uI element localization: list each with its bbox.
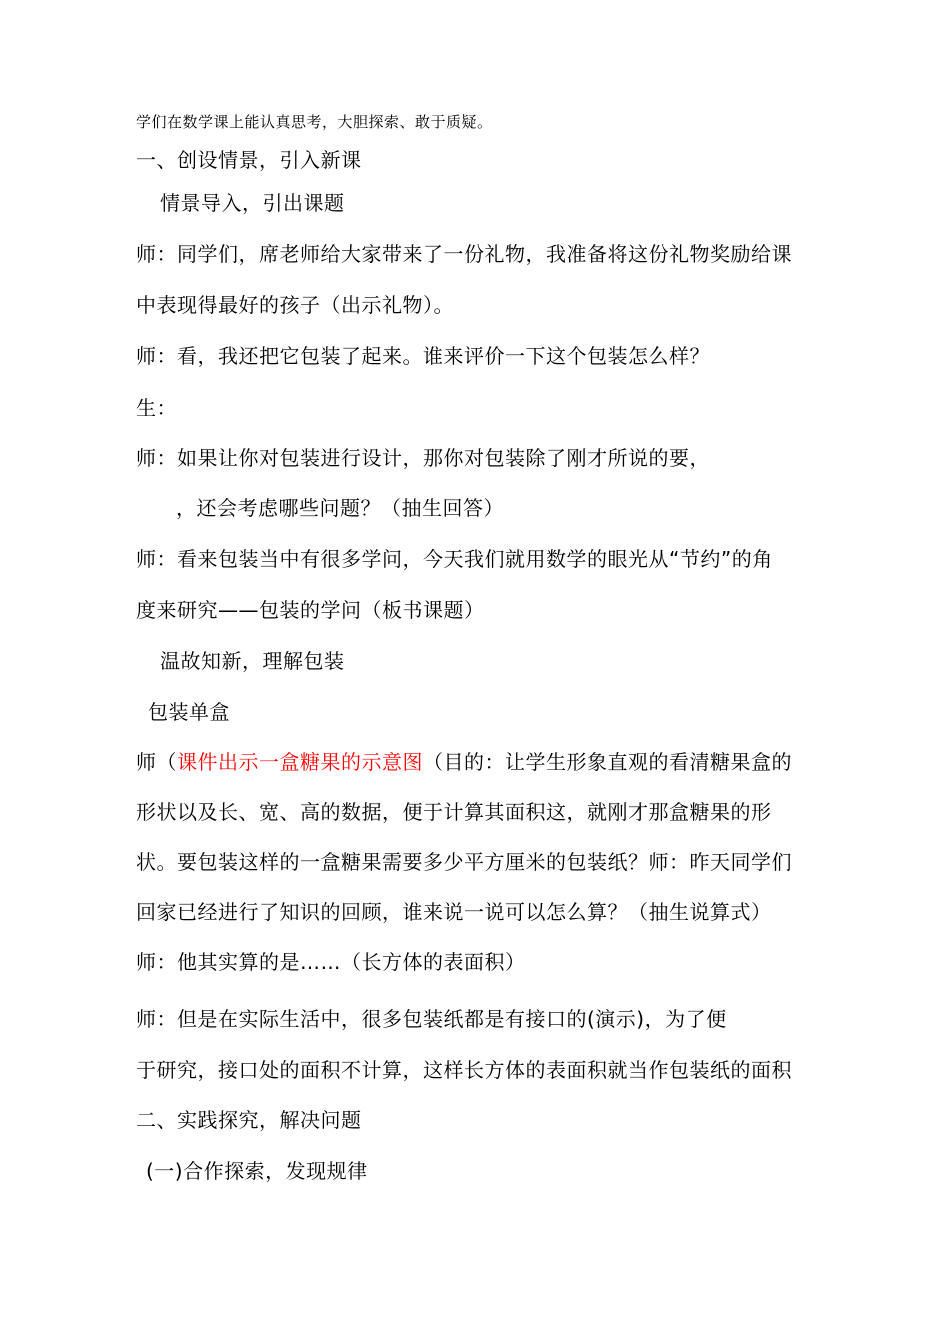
paragraph-line: 回家已经进行了知识的回顾，谁来说一说可以怎么算？（抽生说算式） [136,900,772,924]
section-heading-2: 二、实践探究，解决问题 [136,1108,362,1132]
subsection-heading: 温故知新，理解包装 [160,649,345,673]
subsection-heading: 情景导入，引出课题 [160,191,345,215]
paragraph-text: （目的：让学生形象直观的看清糖果盒的 [423,750,792,774]
paragraph-line: 师：如果让你对包装进行设计，那你对包装除了刚才所说的要， [136,446,710,470]
paragraph-line: 状。要包装这样的一盒糖果需要多少平方厘米的包装纸？师：昨天同学们 [136,850,792,874]
section-heading-1: 一、创设情景，引入新课 [136,148,362,172]
paragraph-line: 生： [136,396,177,420]
paragraph-line: 师：但是在实际生活中，很多包装纸都是有接口的(演示)，为了便 [136,1007,727,1031]
paragraph-line [136,750,792,774]
paragraph-line: 度来研究——包装的学问（板书课题） [136,598,485,622]
paragraph-line: 中表现得最好的孩子（出示礼物）。 [136,293,454,317]
paragraph-line: 师：看，我还把它包装了起来。谁来评价一下这个包装怎么样？ [136,344,710,368]
paragraph-line: 师：他其实算的是……（长方体的表面积） [136,950,526,974]
paragraph-line: 师：同学们，席老师给大家带来了一份礼物，我准备将这份礼物奖励给课 [136,242,792,266]
subsection-heading: (一)合作探索，发现规律 [146,1159,368,1183]
paragraph-line: 师：看来包装当中有很多学问，今天我们就用数学的眼光从“节约”的角 [136,547,773,571]
paragraph-line: 形状以及长、宽、高的数据，便于计算其面积这，就刚才那盒糖果的形 [136,800,772,824]
highlighted-text: 课件出示一盒糖果的示意图 [177,750,423,774]
paragraph-line: ，还会考虑哪些问题？（抽生回答） [176,496,504,520]
paragraph-text: 师（ [136,750,177,774]
intro-line: 学们在数学课上能认真思考，大胆探索、敢于质疑。 [136,113,493,131]
paragraph-line: 于研究，接口处的面积不计算，这样长方体的表面积就当作包装纸的面积 [136,1058,792,1082]
subsection-heading: 包装单盒 [148,700,230,724]
